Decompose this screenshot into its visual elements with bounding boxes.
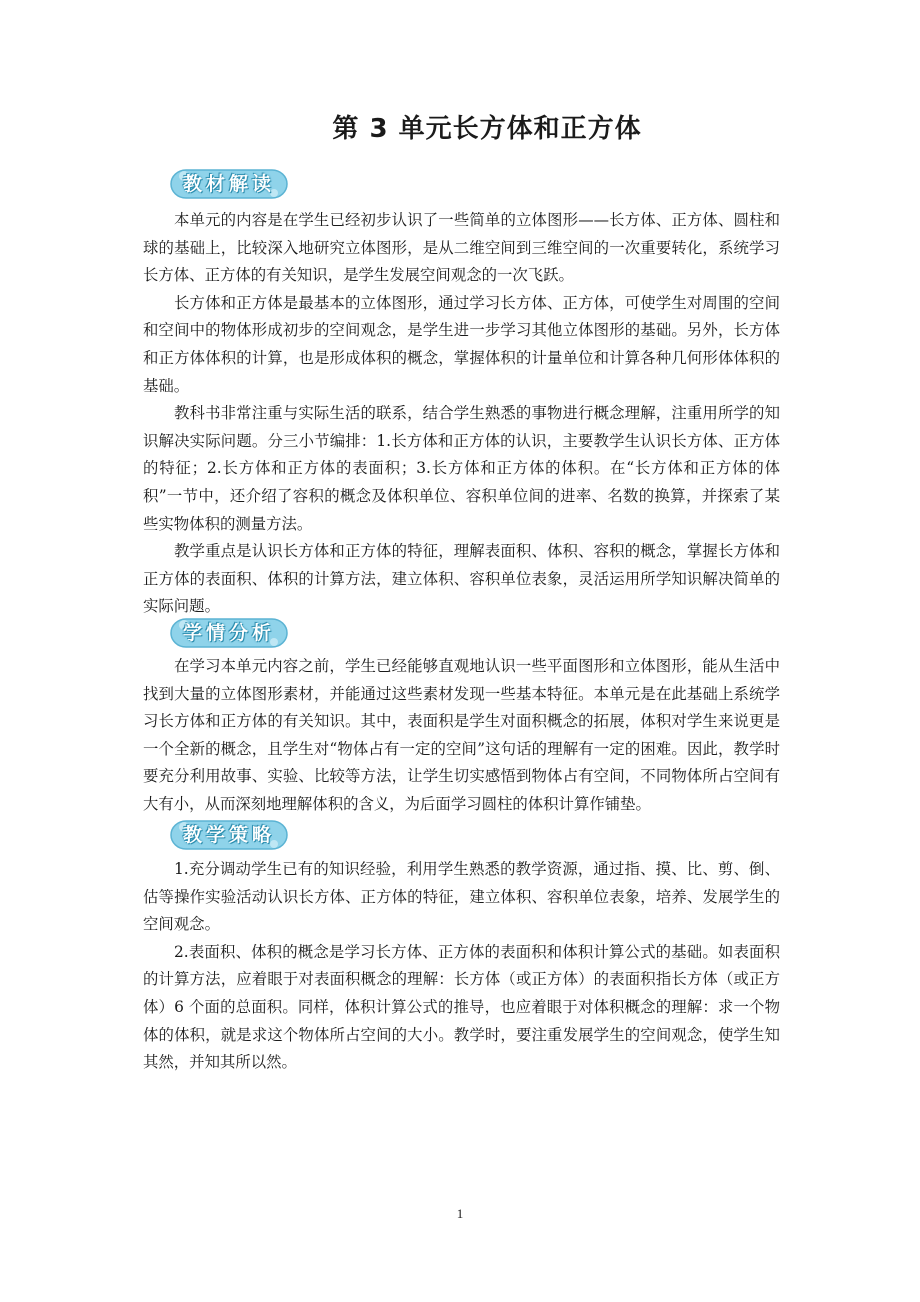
paragraph: 本单元的内容是在学生已经初步认识了一些简单的立体图形——长方体、正方体、圆柱和球的基础上，比较深入地研究立体图形，是从二维空间到三维空间的一次重要转化，系统学习长方体、正方体的有关知识，是学生发展空间观念的一次飞跃。 [143,211,780,285]
section-heading-badge-learning-analysis [170,617,288,649]
paragraph: 长方体和正方体是最基本的立体图形，通过学习长方体、正方体，可使学生对周围的空间和空间中的物体形成初步的空间观念，是学生进一步学习其他立体图形的基础。另外，长方体和正方体体积的计算，也是形成体积的概念，掌握体积的计量单位和计算各种几何形体体积的基础。 [143,293,780,395]
section-textbook-analysis [143,207,780,621]
section-heading-label: 学情分析 [182,622,275,644]
paragraph: 教科书非常注重与实际生活的联系，结合学生熟悉的事物进行概念理解，注重用所学的知识解决实际问题。分三小节编排：1.长方体和正方体的认识，主要教学生认识长方体、正方体的特征；2.长方体和正方体的表面积；3.长方体和正方体的体积。在“长方体和正方体的体积”一节中，还介绍了容积的概念及体积单位、容积单位间的进率、名数的换算，并探索了某些实物体积的测量方法。 [143,404,780,533]
paragraph: 在学习本单元内容之前，学生已经能够直观地认识一些平面图形和立体图形，能从生活中找到大量的立体图形素材，并能通过这些素材发现一些基本特征。本单元是在此基础上系统学习长方体和正方体的有关知识。其中，表面积是学生对面积概念的拓展，体积对学生来说更是一个全新的概念，且学生对“物体占有一定的空间”这句话的理解有一定的困难。因此，教学时要充分利用故事、实验、比较等方法，让学生切实感悟到物体占有空间，不同物体所占空间有大有小，从而深刻地理解体积的含义，为后面学习圆柱的体积计算作铺垫。 [143,657,780,813]
section-heading-label: 教学策略 [182,824,275,846]
paragraph: 教学重点是认识长方体和正方体的特征，理解表面积、体积、容积的概念，掌握长方体和正方体的表面积、体积的计算方法，建立体积、容积单位表象，灵活运用所学知识解决简单的实际问题。 [143,542,780,616]
page-number: 1 [456,1206,464,1221]
section-heading-badge-teaching-strategy [170,819,288,851]
paragraph: 2.表面积、体积的概念是学习长方体、正方体的表面积和体积计算公式的基础。如表面积的计算方法，应着眼于对表面积概念的理解：长方体（或正方体）的表面积指长方体（或正方体）6 个面的总面积。同样，体积计算公式的推导，也应着眼于对体积概念的理解：求一个物体的体积，就是求这个物体所占空间的大小。教学时，要注重发展学生的空间观念，使学生知其然，并知其所以然。 [143,942,780,1072]
section-heading-label: 教材解读 [182,173,275,195]
section-learning-analysis [143,653,780,819]
section-teaching-strategy [143,856,780,1077]
page-title: 第 3 单元长方体和正方体 [332,114,642,144]
section-heading-badge-textbook-analysis [170,168,288,200]
paragraph: 1.充分调动学生已有的知识经验，利用学生熟悉的教学资源，通过指、摸、比、剪、倒、估等操作实验活动认识长方体、正方体的特征，建立体积、容积单位表象，培养、发展学生的空间观念。 [143,860,780,934]
